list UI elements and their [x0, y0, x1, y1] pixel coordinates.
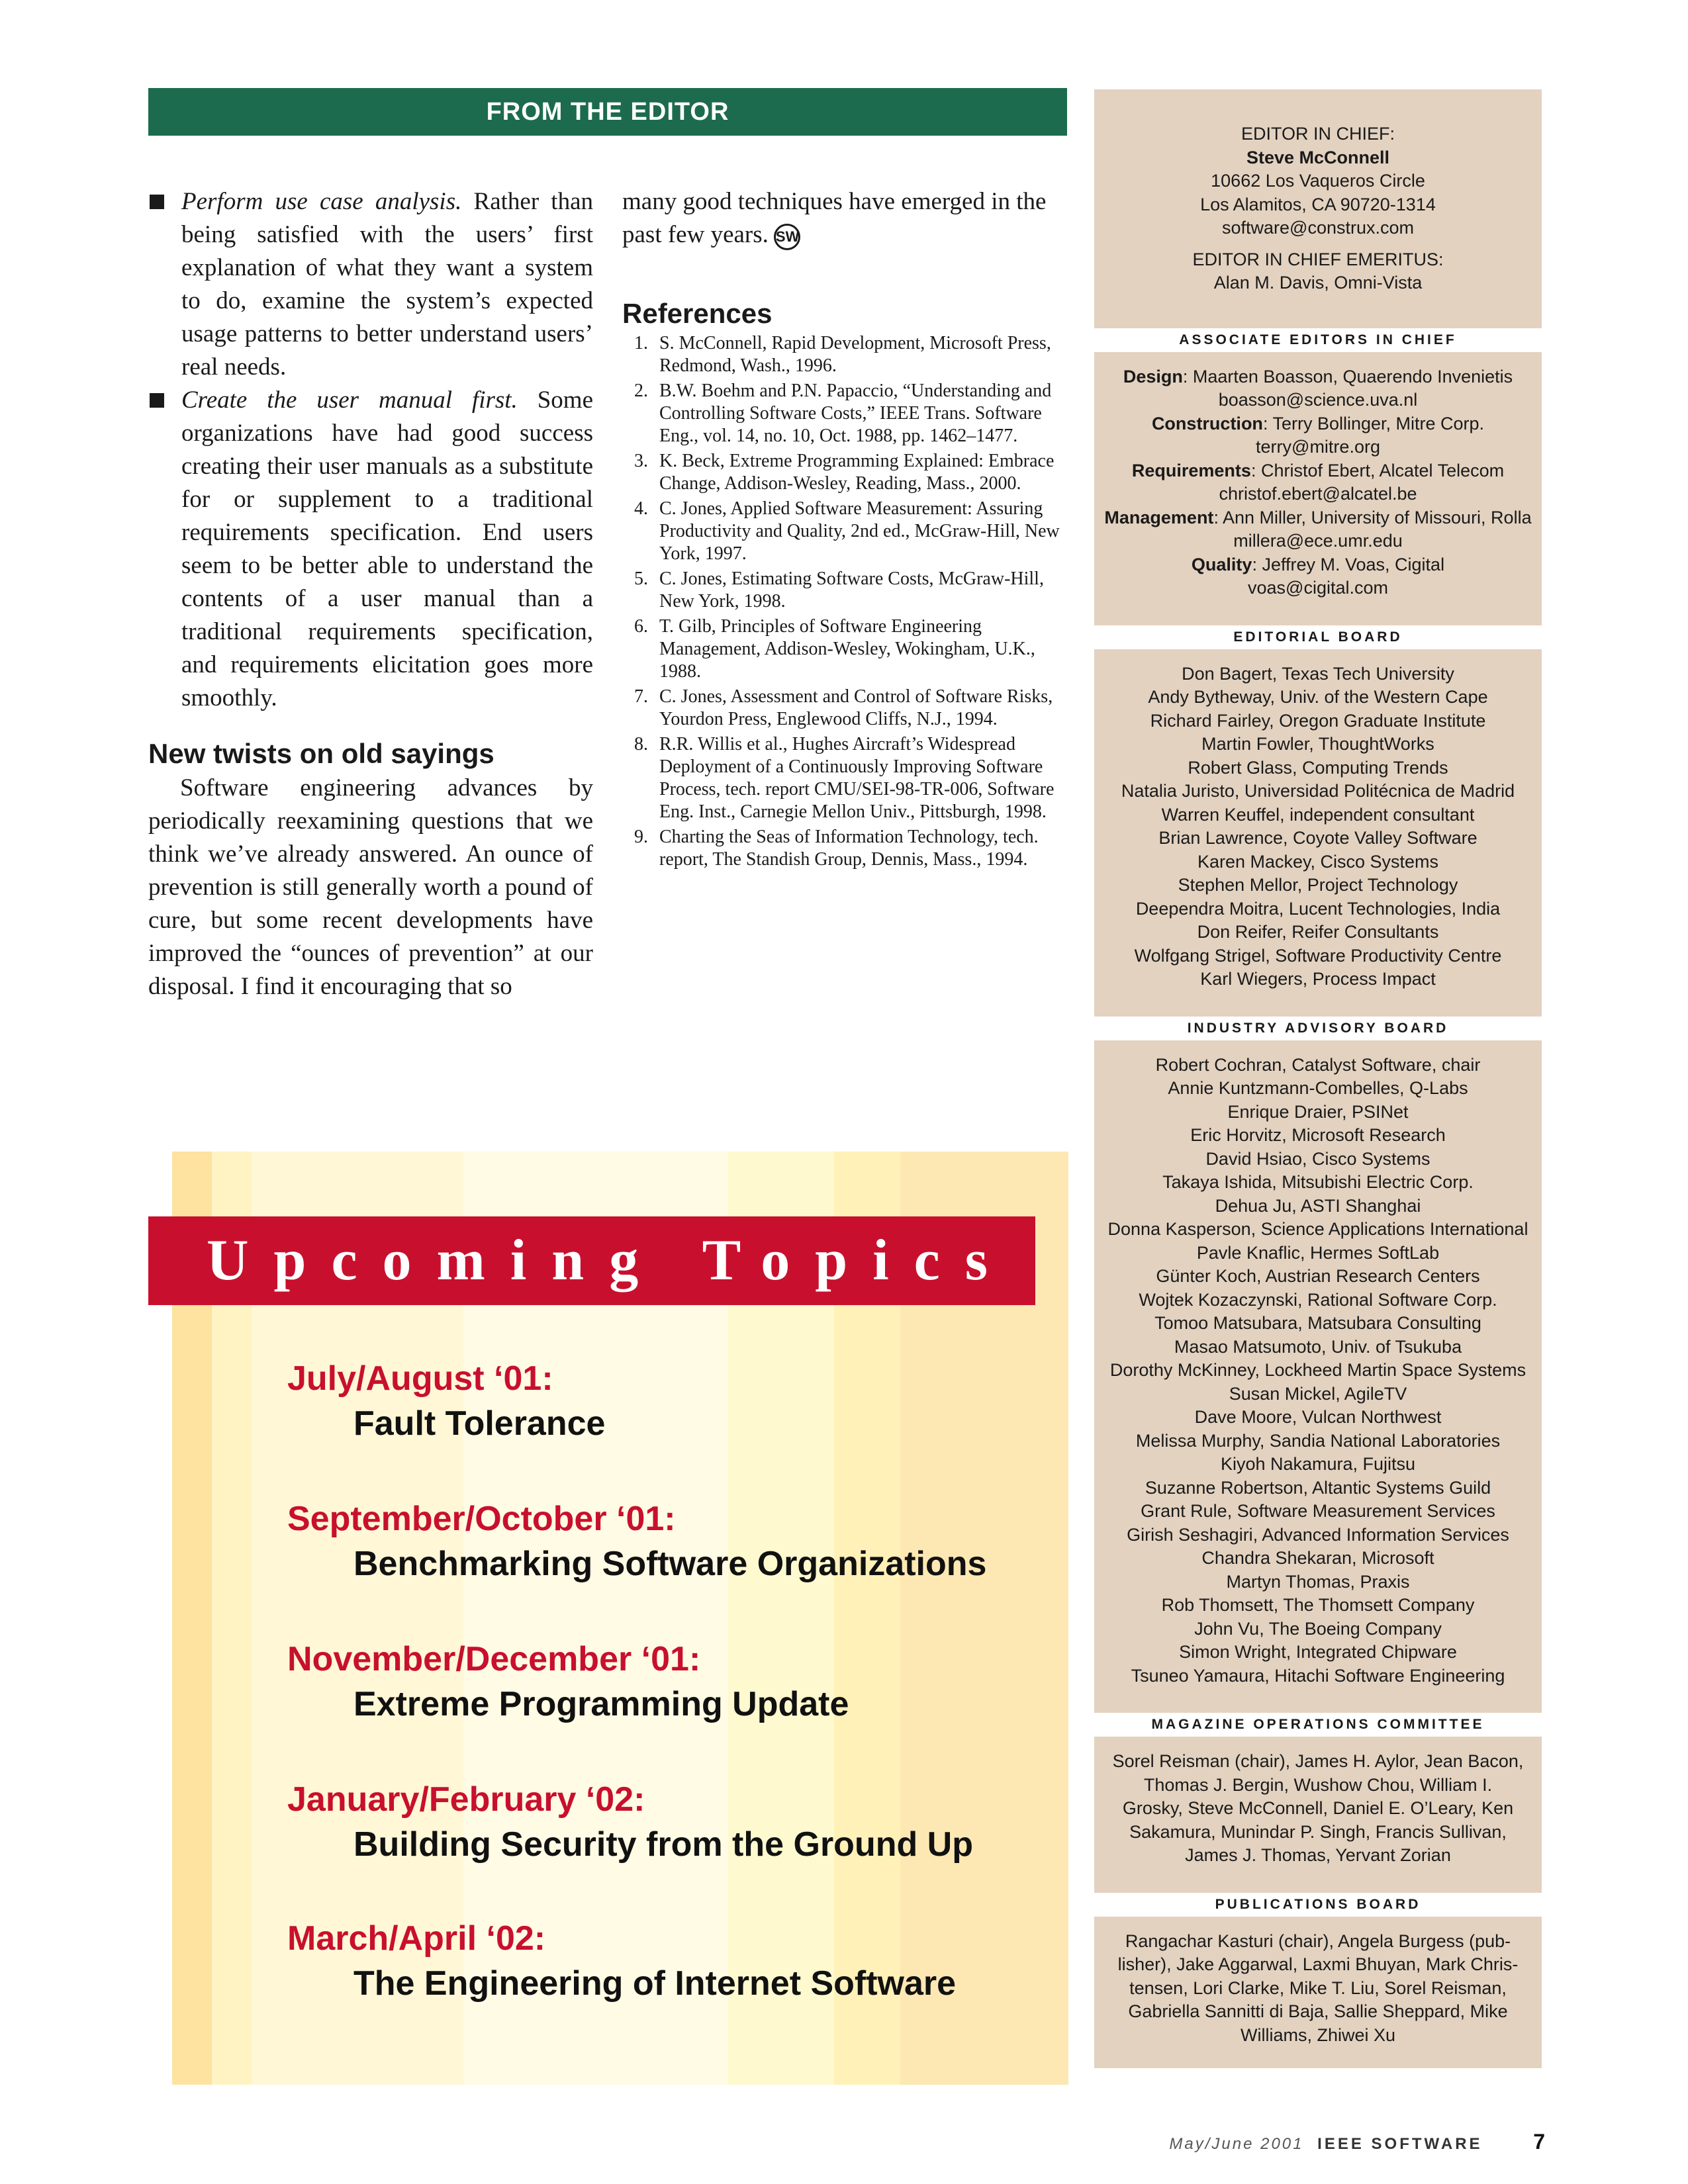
- topic-issue: September/October ‘01:: [287, 1500, 676, 1538]
- editor-address-line: 10662 Los Vaqueros Circle: [1211, 171, 1425, 191]
- editor-area: Construction: [1151, 413, 1263, 433]
- reference-text: S. McConnell, Rapid Development, Microsoft Press, Redmond, Wash., 1996.: [659, 333, 1051, 376]
- topic-issue: March/April ‘02:: [287, 1919, 546, 1958]
- board-member: Chandra Shekaran, Microsoft: [1201, 1548, 1434, 1568]
- associate-email: voas@cigital.com: [1248, 578, 1388, 598]
- bullet-text: Rather than being satisfied with the users’ first explanation of what they want a system to do, examine the system’s expected usage patterns to better understand users’ real needs.: [181, 188, 594, 381]
- board-member: Eric Horvitz, Microsoft Research: [1190, 1125, 1446, 1145]
- topic-title: Building Security from the Ground Up: [353, 1825, 973, 1864]
- reference-number: 5.: [634, 569, 648, 589]
- bullet-lead: Create the user manual first.: [181, 387, 518, 414]
- editor-name: : Ann Miller, University of Missouri, Rolla: [1213, 507, 1532, 527]
- reference-number: 8.: [634, 734, 648, 754]
- reference-item: [622, 332, 1067, 377]
- board-member: Girish Seshagiri, Advanced Information Services: [1127, 1524, 1509, 1545]
- issue-date: May/June 2001: [1169, 2135, 1304, 2153]
- editor-area: Requirements: [1131, 460, 1251, 480]
- committee-line: Sorel Reisman (chair), James H. Aylor, Jean Bacon,: [1112, 1751, 1524, 1771]
- topic-title: Benchmarking Software Organizations: [353, 1545, 987, 1583]
- topic-entry: [287, 1917, 956, 2007]
- board-member: Suzanne Robertson, Altantic Systems Guild: [1145, 1477, 1491, 1498]
- editor-name: : Jeffrey M. Voas, Cigital: [1252, 554, 1445, 574]
- board-member: Günter Koch, Austrian Research Centers: [1156, 1266, 1480, 1286]
- board-member: Warren Keuffel, independent consultant: [1161, 804, 1475, 825]
- operations-committee-heading: MAGAZINE OPERATIONS COMMITTEE: [1094, 1713, 1542, 1737]
- reference-number: 9.: [634, 827, 648, 847]
- board-member: Robert Cochran, Catalyst Software, chair: [1155, 1054, 1481, 1075]
- reference-item: [622, 380, 1067, 447]
- board-member: Dave Moore, Vulcan Northwest: [1194, 1407, 1442, 1427]
- board-member: Grant Rule, Software Measurement Services: [1141, 1501, 1495, 1521]
- reference-text: B.W. Boehm and P.N. Papaccio, “Understanding and Controlling Software Costs,” IEEE Trans. Software Eng., vol. 14, no. 10, Oct. 1988, pp. 1462–1477.: [659, 381, 1052, 446]
- board-member: Andy Bytheway, Univ. of the Western Cape: [1148, 687, 1488, 707]
- associate-editors-list: [1094, 352, 1542, 625]
- board-member: Kiyoh Nakamura, Fujitsu: [1220, 1454, 1416, 1474]
- associate-editor: [1101, 506, 1535, 530]
- reference-item: [622, 826, 1067, 871]
- board-member: Pavle Knaflic, Hermes SoftLab: [1196, 1242, 1440, 1263]
- associate-email: christof.ebert@alcatel.be: [1219, 484, 1417, 504]
- editor-area: Design: [1123, 366, 1183, 387]
- associate-editor: [1101, 553, 1535, 577]
- committee-line: Sakamura, Munindar P. Singh, Francis Sullivan,: [1129, 1821, 1507, 1842]
- committee-line: Grosky, Steve McConnell, Daniel E. O’Leary, Ken: [1122, 1798, 1514, 1818]
- editor-address-line: Los Alamitos, CA 90720-1314: [1200, 194, 1436, 214]
- committee-line: James J. Thomas, Yervant Zorian: [1185, 1845, 1451, 1865]
- board-member: Martyn Thomas, Praxis: [1226, 1571, 1410, 1592]
- board-member: Robert Glass, Computing Trends: [1188, 757, 1448, 778]
- continuation-text: many good techniques have emerged in the past few years.: [622, 188, 1047, 248]
- board-member: Natalia Juristo, Universidad Politécnica de Madrid: [1121, 781, 1515, 801]
- board-member: Brian Lawrence, Coyote Valley Software: [1158, 828, 1477, 848]
- committee-line: Gabriella Sannitti di Baja, Sallie Sheppard, Mike: [1128, 2001, 1508, 2021]
- reference-number: 4.: [634, 498, 648, 519]
- editorial-board-heading: EDITORIAL BOARD: [1094, 625, 1542, 649]
- associate-email: terry@mitre.org: [1256, 437, 1380, 457]
- references-list: [622, 332, 1067, 871]
- editor-in-chief-name: Steve McConnell: [1246, 147, 1390, 167]
- associate-editor: [1101, 365, 1535, 389]
- reference-text: Charting the Seas of Information Technology, tech. report, The Standish Group, Dennis, Mass., 1994.: [659, 827, 1039, 870]
- references-heading: References: [622, 298, 773, 329]
- board-member: Karl Wiegers, Process Impact: [1200, 969, 1436, 989]
- topic-issue: July/August ‘01:: [287, 1359, 553, 1398]
- bullet-item: [148, 384, 593, 715]
- associate-email: boasson@science.uva.nl: [1218, 390, 1418, 410]
- article-column-2: [622, 185, 1067, 874]
- bullet-item: [148, 185, 593, 384]
- section-heading: New twists on old sayings: [148, 738, 494, 769]
- reference-number: 3.: [634, 451, 648, 471]
- topic-title: The Engineering of Internet Software: [353, 1964, 957, 2003]
- board-member: John Vu, The Boeing Company: [1194, 1618, 1442, 1639]
- board-member: Karen Mackey, Cisco Systems: [1197, 851, 1439, 872]
- board-member: Wojtek Kozaczynski, Rational Software Corp.: [1139, 1289, 1497, 1310]
- editor-name: : Terry Bollinger, Mitre Corp.: [1262, 413, 1485, 433]
- editor-area: Quality: [1191, 554, 1252, 574]
- board-member: Richard Fairley, Oregon Graduate Institute: [1150, 710, 1486, 731]
- emeritus-label: EDITOR IN CHIEF EMERITUS:: [1192, 249, 1444, 269]
- operations-committee-list: [1094, 1737, 1542, 1893]
- bullet-text: Some organizations have had good success creating their user manuals as a substitute for or supplement to a traditional requirements specification. End users seem to be better able to understand the contents of a user manual than a traditional requirements specification, and requirements elicitation goes more smoothly.: [181, 387, 594, 711]
- publications-board-list: [1094, 1917, 1542, 2048]
- magazine-name: IEEE SOFTWARE: [1317, 2135, 1483, 2153]
- reference-number: 6.: [634, 616, 648, 637]
- reference-item: [622, 686, 1067, 731]
- topic-entry: [287, 1497, 986, 1587]
- page-number: 7: [1533, 2130, 1545, 2154]
- reference-item: [622, 615, 1067, 683]
- board-member: Susan Mickel, AgileTV: [1229, 1383, 1407, 1404]
- topic-issue: November/December ‘01:: [287, 1640, 701, 1678]
- continuation-paragraph: [622, 185, 1067, 251]
- references-section: [622, 298, 1067, 871]
- editor-in-chief-label: EDITOR IN CHIEF:: [1241, 124, 1395, 144]
- reference-number: 1.: [634, 333, 648, 353]
- board-member: Deependra Moitra, Lucent Technologies, India: [1135, 898, 1501, 919]
- reference-item: [622, 450, 1067, 495]
- upcoming-topics-banner: [148, 1216, 1035, 1305]
- industry-advisory-heading: INDUSTRY ADVISORY BOARD: [1094, 1017, 1542, 1040]
- masthead-sidebar: [1094, 89, 1542, 2068]
- associate-email: millera@ece.umr.edu: [1233, 531, 1403, 551]
- editor-name: : Maarten Boasson, Quaerendo Invenietis: [1182, 366, 1513, 387]
- article-column-1: [148, 185, 593, 1003]
- board-member: Martin Fowler, ThoughtWorks: [1201, 734, 1434, 754]
- section-header-title: FROM THE EDITOR: [486, 98, 729, 126]
- committee-line: tensen, Lori Clarke, Mike T. Liu, Sorel Reisman,: [1129, 1978, 1507, 1998]
- reference-text: C. Jones, Estimating Software Costs, McGraw-Hill, New York, 1998.: [659, 569, 1044, 612]
- board-member: Don Bagert, Texas Tech University: [1182, 663, 1454, 684]
- board-member: Dehua Ju, ASTI Shanghai: [1215, 1195, 1421, 1216]
- board-member: Stephen Mellor, Project Technology: [1178, 875, 1458, 895]
- bullet-lead: Perform use case analysis.: [181, 188, 462, 215]
- emeritus-name: Alan M. Davis, Omni-Vista: [1213, 273, 1423, 293]
- committee-line: Rangachar Kasturi (chair), Angela Burgess (pub-: [1125, 1931, 1511, 1951]
- committee-line: Williams, Zhiwei Xu: [1240, 2025, 1396, 2045]
- topic-entry: [287, 1357, 605, 1447]
- reference-text: R.R. Willis et al., Hughes Aircraft’s Widespread Deployment of a Continuously Improving Software Process, tech. report CMU/SEI-98-TR-006, Software Eng. Inst., Carnegie Mellon Univ., Pittsburgh, 1998.: [659, 734, 1055, 822]
- reference-text: C. Jones, Assessment and Control of Software Risks, Yourdon Press, Englewood Cliffs, N.J., 1994.: [659, 686, 1053, 729]
- reference-item: [622, 733, 1067, 823]
- editor-area: Management: [1104, 507, 1214, 527]
- committee-line: lisher), Jake Aggarwal, Laxmi Bhuyan, Mark Chris-: [1117, 1954, 1519, 1974]
- board-member: David Hsiao, Cisco Systems: [1205, 1148, 1430, 1169]
- associate-editors-heading: ASSOCIATE EDITORS IN CHIEF: [1094, 328, 1542, 352]
- topic-issue: January/February ‘02:: [287, 1780, 645, 1819]
- board-member: Rob Thomsett, The Thomsett Company: [1161, 1595, 1475, 1615]
- page-footer: [1169, 2130, 1545, 2154]
- industry-advisory-list: [1094, 1040, 1542, 1713]
- editor-email: software@construx.com: [1222, 218, 1414, 238]
- board-member: Takaya Ishida, Mitsubishi Electric Corp.: [1162, 1172, 1474, 1192]
- publications-board-heading: PUBLICATIONS BOARD: [1094, 1893, 1542, 1917]
- reference-number: 7.: [634, 686, 648, 707]
- reference-text: K. Beck, Extreme Programming Explained: Embrace Change, Addison-Wesley, Reading, Mass., 2000.: [659, 451, 1055, 494]
- board-member: Annie Kuntzmann-Combelles, Q-Labs: [1168, 1078, 1468, 1098]
- upcoming-topics-title: Upcoming Topics: [207, 1228, 1013, 1293]
- topic-entry: [287, 1778, 973, 1868]
- associate-editor: [1101, 412, 1535, 436]
- board-member: Masao Matsumoto, Univ. of Tsukuba: [1174, 1336, 1462, 1357]
- topic-title: Fault Tolerance: [353, 1404, 606, 1443]
- from-the-editor-banner: [148, 88, 1067, 136]
- editor-in-chief-block: [1094, 89, 1542, 328]
- board-member: Donna Kasperson, Science Applications International: [1107, 1219, 1528, 1239]
- reference-item: [622, 498, 1067, 565]
- reference-item: [622, 568, 1067, 613]
- board-member: Simon Wright, Integrated Chipware: [1179, 1642, 1457, 1662]
- board-member: Don Reifer, Reifer Consultants: [1197, 922, 1439, 942]
- topic-entry: [287, 1637, 849, 1727]
- board-member: Dorothy McKinney, Lockheed Martin Space Systems: [1109, 1360, 1526, 1380]
- associate-editor: [1101, 459, 1535, 483]
- topic-title: Extreme Programming Update: [353, 1685, 849, 1723]
- reference-text: C. Jones, Applied Software Measurement: Assuring Productivity and Quality, 2nd ed., McGraw-Hill, New York, 1997.: [659, 498, 1060, 564]
- committee-line: Thomas J. Bergin, Wushow Chou, William I.: [1143, 1774, 1493, 1795]
- board-member: Wolfgang Strigel, Software Productivity Centre: [1134, 945, 1502, 966]
- board-member: Tsuneo Yamaura, Hitachi Software Engineering: [1131, 1665, 1505, 1686]
- editor-name: : Christof Ebert, Alcatel Telecom: [1250, 460, 1505, 480]
- board-member: Tomoo Matsubara, Matsubara Consulting: [1154, 1313, 1481, 1333]
- editorial-board-list: [1094, 649, 1542, 1017]
- board-member: Enrique Draier, PSINet: [1227, 1101, 1409, 1122]
- body-paragraph: Software engineering advances by periodically reexamining questions that we think we’ve already answered. An ounce of prevention is still generally worth a pound of cure, but some recent developments have improved the “ounces of prevention” at our disposal. I find it encouraging that so: [148, 774, 593, 1000]
- software-endmark-icon: SW: [774, 224, 800, 250]
- reference-text: T. Gilb, Principles of Software Engineering Management, Addison-Wesley, Wokingham, U.K., 1988.: [659, 616, 1035, 682]
- board-member: Melissa Murphy, Sandia National Laboratories: [1135, 1430, 1501, 1451]
- reference-number: 2.: [634, 381, 648, 401]
